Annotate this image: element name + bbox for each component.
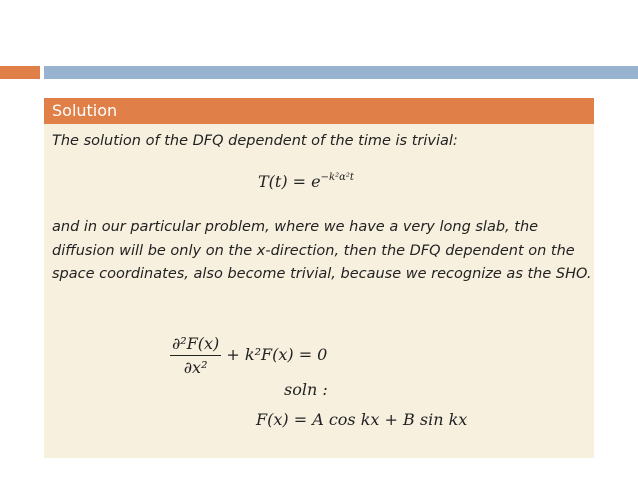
accent-bar-blue (44, 66, 638, 79)
equation-time (258, 172, 354, 191)
equation-time-lhs: T(t) = e (258, 172, 321, 191)
fraction-numerator: ∂²F(x) (170, 334, 221, 356)
explanation-paragraph: and in our particular problem, where we have a very long slab, the diffusion will be only on the x-direction, then the DFQ dependent on the space coordinates, also become trivial, because we recognize as the SHO. (52, 219, 592, 282)
fraction-denominator: ∂x² (183, 358, 208, 377)
solution-label-text: soln : (284, 380, 328, 399)
block-title: Solution (52, 101, 118, 120)
equation-time-exponent: −k²α²t (320, 172, 354, 183)
equation-sho (170, 334, 327, 377)
equation-solution-text: F(x) = A cos kx + B sin kx (256, 410, 468, 429)
solution-block (44, 98, 594, 458)
accent-bar-orange (0, 66, 40, 79)
partial-fraction (170, 334, 221, 377)
equation-solution (256, 410, 467, 429)
solution-label (284, 380, 328, 399)
intro-paragraph: The solution of the DFQ dependent of the time is trivial: (52, 133, 458, 149)
block-header (44, 98, 594, 124)
equation-sho-rest: + k²F(x) = 0 (226, 345, 328, 364)
